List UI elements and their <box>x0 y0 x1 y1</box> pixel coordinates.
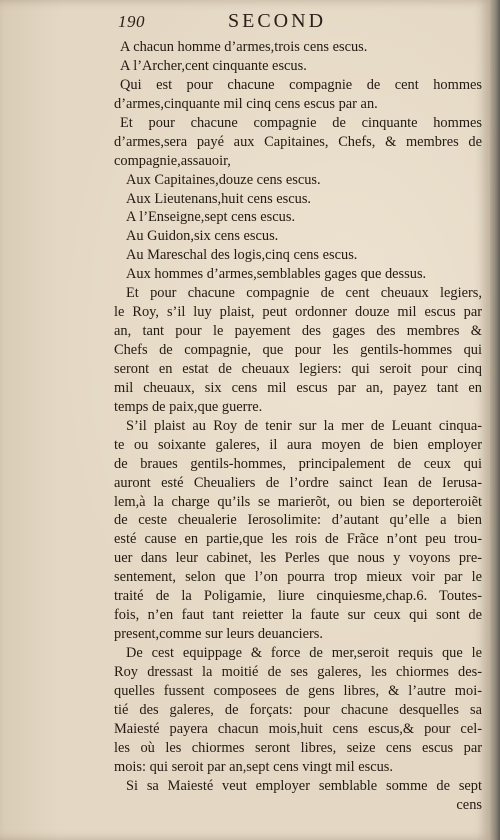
text-line: mois: qui seroit par an,sept cens vingt mil escus. <box>114 758 393 775</box>
text-line: Au Mareschal des logis,cinq cens escus. <box>126 247 358 264</box>
text-line: de ceste cheualerie Ierosolimite: d’autant qu’elle a bien <box>114 512 482 529</box>
text-line: Aux hommes d’armes,semblables gages que dessus. <box>126 266 427 283</box>
text-line: cens <box>456 796 482 813</box>
text-line: te ou soixante galeres, il aura moyen de bien employer <box>114 436 482 453</box>
body-text <box>114 38 482 814</box>
text-line: De cest equippage & force de mer,seroit requis que le <box>126 645 482 661</box>
text-line: compagnie,assauoir, <box>114 152 231 169</box>
text-line: d’armes,sera payé aux Capitaines, Chefs, & membres de <box>114 133 482 150</box>
page-number: 190 <box>118 12 145 31</box>
page-header <box>118 12 478 36</box>
text-line: traité de la Poligamie, liure cinquiesme,chap.6. Toutes- <box>114 588 482 605</box>
text-line: Roy dressast la moitié de ses galeres, les chiormes des- <box>114 663 482 680</box>
text-line: Chefs de compagnie, que pour les gentils-hommes qui <box>114 342 482 358</box>
text-line: A l’Enseigne,sept cens escus. <box>126 209 296 226</box>
text-line: Si sa Maiesté veut employer semblable somme de sept <box>126 777 482 794</box>
page-edge <box>490 0 500 840</box>
text-line: fois, n’en faut tant reietter la faute sur ceux qui sont de <box>114 607 482 624</box>
text-line: A chacun homme d’armes,trois cens escus. <box>120 39 368 55</box>
text-line: sentement, selon que l’on pourra trop mieux voir par le <box>114 569 482 586</box>
text-line: de braues gentils-hommes, principalement de ceux qui <box>114 455 482 472</box>
text-line: lem,à la charge qu’ils se marierõt, ou bien se deporteroiẽt <box>114 493 482 510</box>
text-line: Et pour chacune compagnie de cent cheuaux legiers, <box>126 285 482 302</box>
text-line: present,comme sur leurs deuanciers. <box>114 626 323 643</box>
text-line: A l’Archer,cent cinquante escus. <box>120 57 307 74</box>
text-line: auront esté Cheualiers de l’ordre sainct Iean de Ierusa- <box>114 474 482 491</box>
text-line: quelles fussent composees de gens libres, & l’autre moi- <box>114 682 482 699</box>
text-line: Maiesté payera chacun mois,huit cens escus,& pour cel- <box>114 720 482 737</box>
text-line: le Roy, s’il luy plaist, peut ordonner douze mil escus par <box>114 304 482 321</box>
text-line: Aux Lieutenans,huit cens escus. <box>126 190 312 207</box>
text-line: Au Guidon,six cens escus. <box>126 228 279 245</box>
text-line: esté cause en partie,que les rois de Frãce n’ont peu trou- <box>114 531 482 548</box>
text-line: les où les chiormes seront libres, seize cens escus par <box>114 739 482 756</box>
text-line: Aux Capitaines,douze cens escus. <box>126 171 321 188</box>
text-line: uer dans leur cabinet, les Perles que nous y voyons pre- <box>114 550 482 567</box>
text-line: S’il plaist au Roy de tenir sur la mer de Leuant cinqua- <box>126 417 482 434</box>
text-line: Qui est pour chacune compagnie de cent hommes <box>120 76 482 93</box>
text-line: mil cheuaux, six cens mil escus par an, payez tant en <box>114 379 482 396</box>
text-line: an, tant pour le payement des gages des membres & <box>114 323 482 340</box>
text-line: Et pour chacune compagnie de cinquante hommes <box>120 114 482 131</box>
text-line: tié des galeres, de forçats: pour chacune desquelles sa <box>114 701 482 718</box>
text-line: seront en estat de cheuaux legiers: qui seroit pour cinq <box>114 360 482 377</box>
running-head: SECOND <box>228 10 327 32</box>
text-line: d’armes,cinquante mil cinq cens escus par an. <box>114 95 378 112</box>
text-line: temps de paix,que guerre. <box>114 398 263 415</box>
